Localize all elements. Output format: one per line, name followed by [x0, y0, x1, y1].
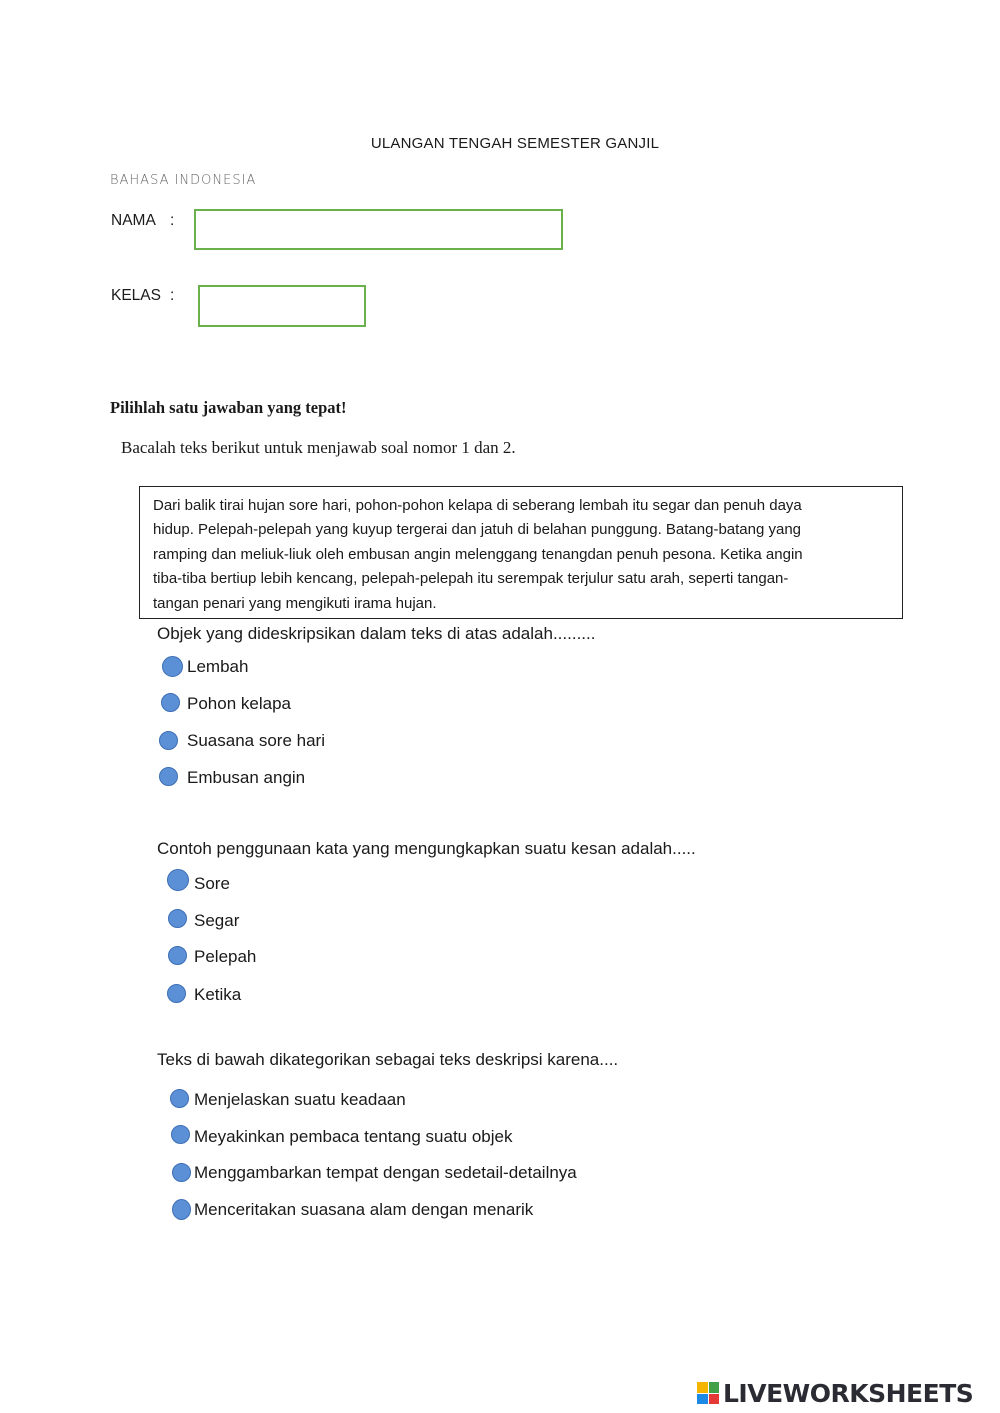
name-field[interactable]: [194, 209, 563, 250]
passage-line: ramping dan meliuk-liuk oleh embusan angin melenggang tenangdan penuh pesona. Ketika angin: [153, 545, 803, 563]
liveworksheets-logo-icon: [697, 1382, 719, 1404]
reading-passage: [139, 486, 903, 619]
passage-line: hidup. Pelepah-pelepah yang kuyup tergerai dan jatuh di belahan punggung. Batang-batang yang: [153, 521, 802, 539]
question-2-option-3-radio[interactable]: [168, 946, 187, 965]
name-colon: :: [170, 212, 175, 229]
passage-line: tiba-tiba bertiup lebih kencang, pelepah-pelepah itu serempak terjulur satu arah, seperti tangan-: [153, 570, 789, 588]
question-1-option-1-radio[interactable]: [162, 656, 183, 677]
question-2-option-4-radio[interactable]: [167, 984, 186, 1003]
subject-label: BAHASA INDONESIA: [110, 173, 257, 188]
question-1-option-3-radio[interactable]: [159, 731, 178, 750]
instruction-heading: Pilihlah satu jawaban yang tepat!: [110, 398, 347, 417]
question-1-option-1-label: Lembah: [187, 657, 249, 676]
reading-instruction: Bacalah teks berikut untuk menjawab soal nomor 1 dan 2.: [121, 438, 516, 457]
question-1-text: Objek yang dideskripsikan dalam teks di atas adalah.........: [157, 624, 596, 643]
question-3-option-4-label: Menceritakan suasana alam dengan menarik: [194, 1200, 534, 1219]
brand-text: LIVEWORKSHEETS: [723, 1378, 974, 1408]
question-1-option-3-label: Suasana sore hari: [187, 731, 325, 750]
class-colon: :: [170, 287, 175, 304]
passage-line: tangan penari yang mengikuti irama hujan.: [153, 594, 437, 612]
question-2-option-2-label: Segar: [194, 911, 240, 930]
question-2-option-4-label: Ketika: [194, 985, 242, 1004]
question-1-option-2-label: Pohon kelapa: [187, 694, 291, 713]
class-field[interactable]: [198, 285, 366, 327]
question-2-option-1-radio[interactable]: [167, 869, 189, 891]
question-3-option-4-radio[interactable]: [172, 1199, 191, 1220]
page-title: ULANGAN TENGAH SEMESTER GANJIL: [370, 135, 660, 152]
question-3-option-3-label: Menggambarkan tempat dengan sedetail-detailnya: [194, 1163, 577, 1182]
passage-line: Dari balik tirai hujan sore hari, pohon-pohon kelapa di seberang lembah itu segar dan penuh daya: [153, 497, 802, 514]
liveworksheets-brand: [697, 1378, 973, 1408]
question-2-option-1-label: Sore: [194, 874, 230, 893]
question-1-option-4-label: Embusan angin: [187, 768, 306, 787]
class-label: KELAS: [111, 287, 161, 304]
question-1-option-2-radio[interactable]: [161, 693, 180, 712]
name-label: NAMA: [111, 212, 156, 229]
question-1-option-4-radio[interactable]: [159, 767, 178, 786]
question-3-text: Teks di bawah dikategorikan sebagai teks deskripsi karena....: [157, 1050, 619, 1069]
question-3-option-2-radio[interactable]: [171, 1125, 190, 1144]
question-3-option-1-label: Menjelaskan suatu keadaan: [194, 1090, 406, 1109]
question-3-option-1-radio[interactable]: [170, 1089, 189, 1108]
question-3-option-2-label: Meyakinkan pembaca tentang suatu objek: [194, 1127, 513, 1146]
question-2-text: Contoh penggunaan kata yang mengungkapkan suatu kesan adalah.....: [157, 839, 696, 858]
question-3-option-3-radio[interactable]: [172, 1163, 191, 1182]
question-2-option-2-radio[interactable]: [168, 909, 187, 928]
question-2-option-3-label: Pelepah: [194, 947, 257, 966]
